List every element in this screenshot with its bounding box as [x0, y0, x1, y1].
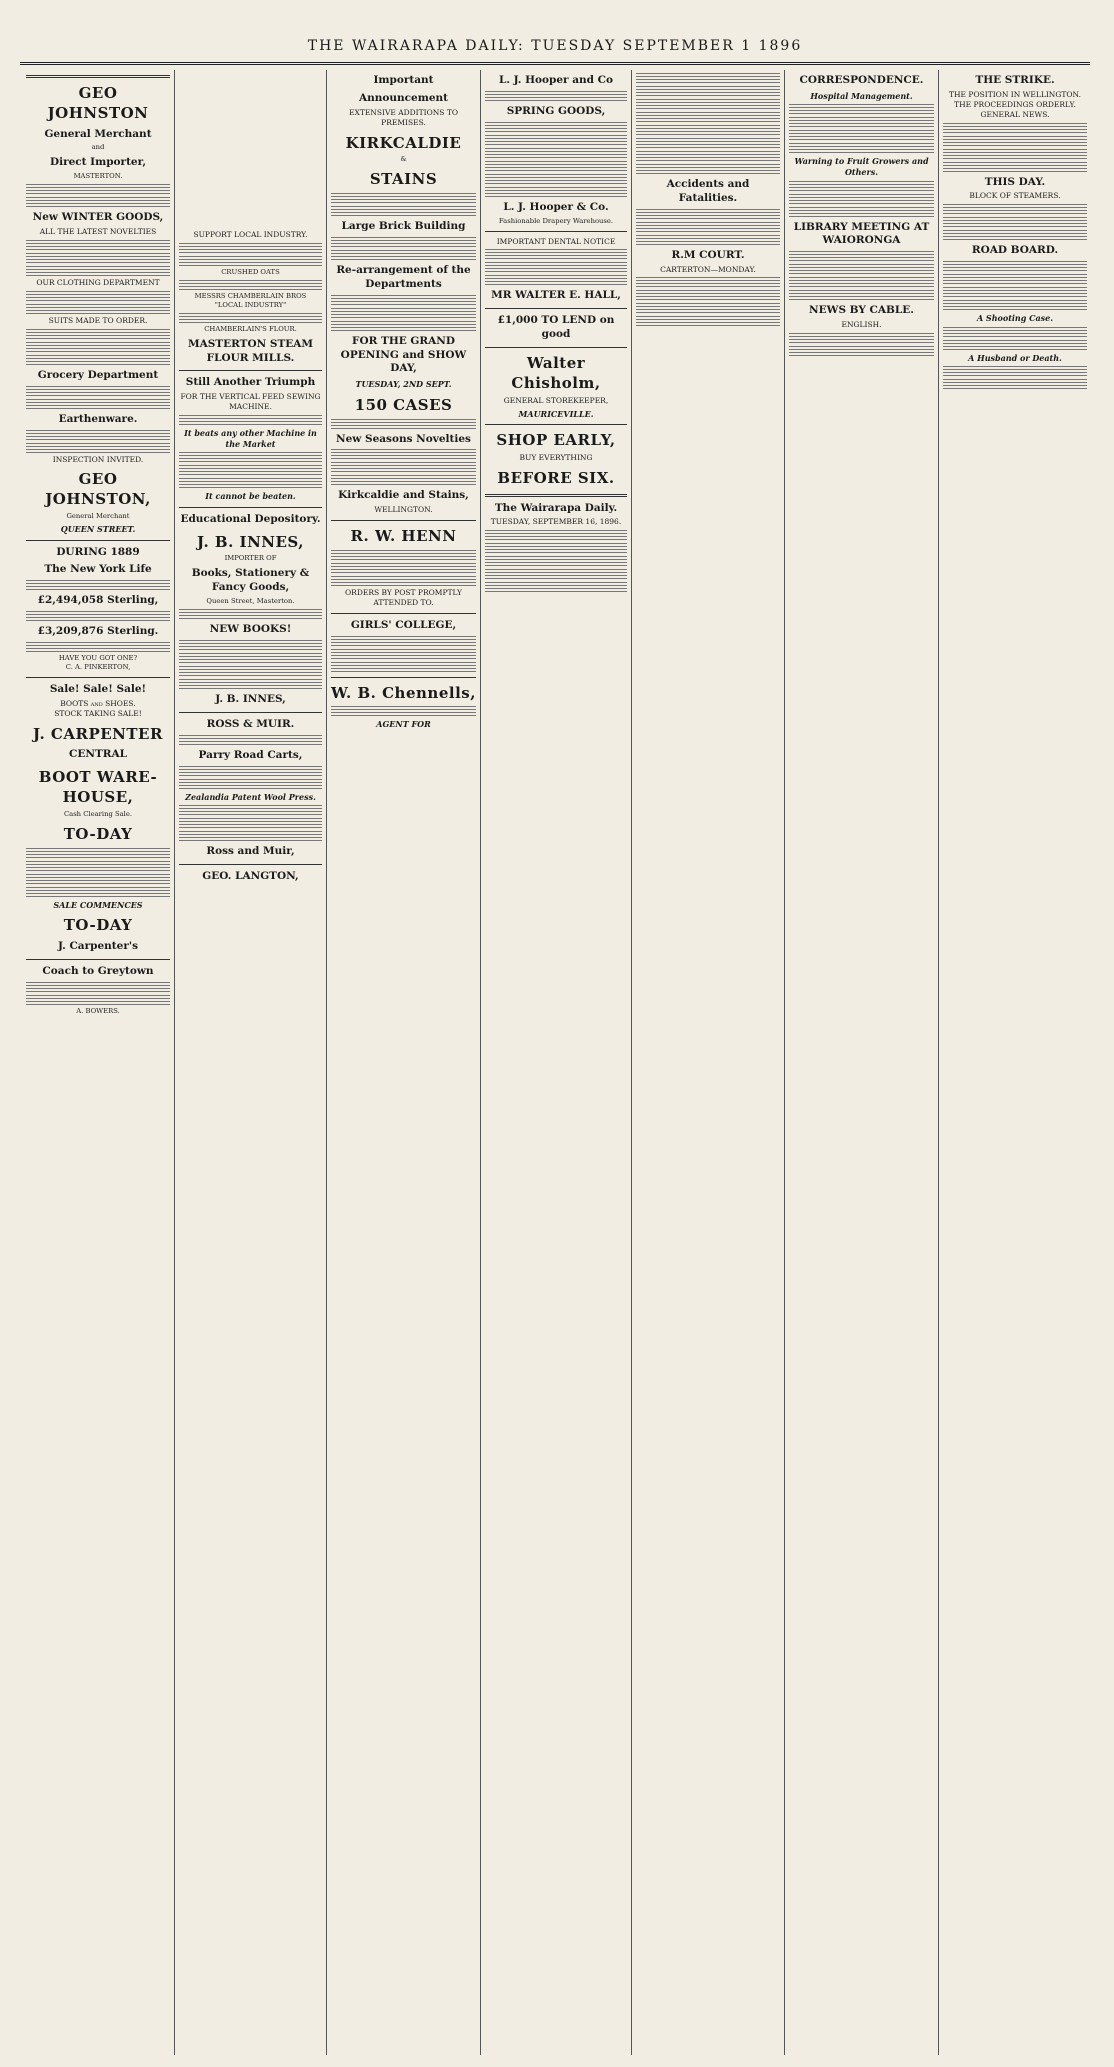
general-news: GENERAL NEWS. [980, 109, 1050, 119]
important: Important [373, 74, 434, 86]
dental-notice: IMPORTANT DENTAL NOTICE [496, 236, 616, 246]
before-six: BEFORE SIX. [497, 468, 615, 487]
boots-shoes: BOOTS and SHOES. [60, 698, 136, 708]
chamberlain-bros: MESSRS CHAMBERLAIN BROS [194, 291, 307, 300]
earthenware: Earthenware. [58, 412, 138, 425]
cannot-beaten: It cannot be beaten. [205, 491, 296, 502]
vertical-feed: FOR THE VERTICAL FEED SEWING MACHINE. [180, 392, 321, 412]
carpenters: J. Carpenter's [57, 939, 138, 952]
innes-street: Queen Street, Masterton. [206, 597, 295, 606]
jb-innes: J. B. INNES, [197, 532, 304, 551]
kirkcaldie-stains: Kirkcaldie and Stains, [338, 489, 469, 502]
bowers: A. BOWERS. [76, 1006, 120, 1015]
ross-and-muir: Ross and Muir, [206, 845, 295, 858]
importer-of: IMPORTER OF [224, 554, 277, 563]
this-day: THIS DAY. [984, 175, 1046, 188]
geo-johnston-title-2: GEO JOHNSTON, [45, 470, 151, 509]
cash-clearing: Cash Clearing Sale. [63, 809, 133, 818]
carpenter-name: J. CARPENTER [33, 724, 163, 743]
sale-commences: SALE COMMENCES [53, 899, 143, 910]
clothing-dept: OUR CLOTHING DEPARTMENT [36, 278, 160, 287]
walter-hall: MR WALTER E. HALL, [491, 289, 621, 302]
paper-title: The Wairarapa Daily. [494, 501, 618, 514]
boot-warehouse: BOOT WARE-HOUSE, [38, 768, 158, 806]
the-strike: THE STRIKE. [975, 74, 1055, 86]
inspection: INSPECTION INVITED. [52, 454, 144, 464]
new-books: NEW BOOKS! [209, 623, 292, 636]
rearrangement: Re-arrangement of the Departments [336, 263, 471, 290]
parry-carts: Parry Road Carts, [198, 748, 303, 761]
lend: £1,000 TO LEND on good [497, 314, 615, 341]
jb-innes-2: J. B. INNES, [215, 692, 286, 705]
geo-johnston-title: GEO JOHNSTON [47, 84, 149, 122]
new-season: New Seasons Novelties [336, 432, 471, 445]
agent-name: C. A. PINKERTON, [65, 662, 131, 671]
merchant-line: General Merchant [44, 127, 152, 140]
column-3 [327, 70, 481, 2055]
english: ENGLISH. [841, 320, 882, 330]
amount-2: £3,209,876 Sterling. [37, 625, 159, 638]
educational-depository: Educational Depository. [180, 512, 321, 525]
ross-muir: ROSS & MUIR. [206, 717, 295, 730]
queen-street: QUEEN STREET. [60, 523, 136, 534]
support-local: SUPPORT LOCAL INDUSTRY. [193, 230, 308, 239]
central: CENTRAL [68, 748, 128, 761]
place-line: MASTERTON. [73, 172, 123, 181]
column-1 [22, 70, 175, 2055]
shooting-case: A Shooting Case. [976, 313, 1054, 324]
new-york-life: The New York Life [44, 563, 152, 576]
sale-header: Sale! Sale! Sale! [49, 682, 147, 695]
column-7 [939, 70, 1091, 2055]
column-5 [632, 70, 785, 2055]
warning-fruit: Warning to Fruit Growers and Others. [794, 156, 929, 177]
spring-goods: SPRING GOODS, [506, 104, 606, 117]
geo-langton: GEO. LANGTON, [202, 869, 299, 882]
kirkcaldie: KIRKCALDIE [345, 133, 462, 152]
mauriceville: MAURICEVILLE. [518, 408, 594, 419]
steam-mills: MASTERTON STEAM FLOUR MILLS. [187, 337, 314, 364]
importer-line: Direct Importer, [49, 156, 147, 169]
during-1889: DURING 1889 [56, 545, 140, 558]
position-wellington: THE POSITION IN WELLINGTON. [949, 89, 1081, 99]
road-board: ROAD BOARD. [971, 244, 1059, 257]
tuesday-date: TUESDAY, 2ND SEPT. [355, 379, 452, 390]
policy-question: HAVE YOU GOT ONE? [58, 653, 138, 662]
masthead: THE WAIRARAPA DAILY: TUESDAY SEPTEMBER 1 1896 [20, 30, 1090, 65]
today-1: TO-DAY [63, 824, 133, 843]
wb-chennells: W. B. Chennells, [331, 683, 476, 702]
announcement: Announcement [358, 91, 449, 104]
library-meeting: LIBRARY MEETING AT WAIORONGA [793, 220, 930, 247]
stock-taking: STOCK TAKING SALE! [54, 708, 142, 718]
books-stationery: Books, Stationery & Fancy Goods, [191, 567, 310, 594]
beats-any: It beats any other Machine in the Market [184, 428, 317, 449]
amount-1: £2,494,058 Sterling, [37, 594, 159, 607]
today-2: TO-DAY [63, 916, 133, 935]
buy-everything: BUY EVERYTHING [519, 452, 593, 462]
zealandia-press: Zealandia Patent Wool Press. [185, 791, 316, 802]
column-2 [175, 70, 327, 2055]
novelties: ALL THE LATEST NOVELTIES [39, 227, 157, 237]
150-cases: 150 CASES [354, 395, 453, 414]
column-6 [785, 70, 939, 2055]
rw-henn: R. W. HENN [350, 527, 457, 546]
large-brick: Large Brick Building [341, 220, 466, 233]
rm-court: R.M COURT. [671, 248, 745, 261]
orders-by-post: ORDERS BY POST PROMPTLY ATTENDED TO. [345, 587, 462, 607]
suits: SUITS MADE TO ORDER. [48, 315, 148, 325]
stains: STAINS [369, 170, 438, 189]
coach-greytown: Coach to Greytown [42, 964, 154, 977]
grand-opening: FOR THE GRAND OPENING and SHOW DAY, [340, 334, 467, 375]
proceedings-orderly: THE PROCEEDINGS ORDERLY. [954, 99, 1076, 109]
dateline: TUESDAY, SEPTEMBER 16, 1896. [490, 517, 622, 527]
general-storekeeper: GENERAL STOREKEEPER, [503, 395, 609, 405]
agent-for: AGENT FOR [376, 719, 431, 730]
news-by-cable: NEWS BY CABLE. [809, 304, 914, 317]
extensive-additions: EXTENSIVE ADDITIONS TO PREMISES. [349, 107, 458, 127]
grocery-dept: Grocery Department [37, 368, 159, 381]
husband-death: A Husband or Death. [968, 352, 1062, 363]
still-another-triumph: Still Another Triumph [185, 376, 316, 389]
hooper: L. J. Hooper and Co [498, 74, 614, 86]
carterton-monday: CARTERTON—MONDAY. [660, 264, 756, 274]
block-steamers: BLOCK OF STEAMERS. [969, 191, 1061, 201]
crushed-oats: CRUSHED OATS [221, 267, 280, 276]
ampersand: & [400, 155, 407, 164]
column-4 [481, 70, 632, 2055]
hospital-management: Hospital Management. [810, 90, 913, 101]
and-line: and [91, 143, 105, 152]
winter-goods: New WINTER GOODS, [32, 211, 164, 224]
girls-college: GIRLS' COLLEGE, [350, 618, 457, 631]
chamberlain-flour: CHAMBERLAIN'S FLOUR. [204, 324, 297, 333]
fashionable-drapery: Fashionable Drapery Warehouse. [498, 216, 614, 225]
merchant-line-2: General Merchant [66, 511, 130, 520]
wellington: WELLINGTON. [374, 505, 433, 515]
correspondence: CORRESPONDENCE. [799, 74, 924, 86]
hooper-2: L. J. Hooper & Co. [503, 200, 609, 213]
local-industry: "LOCAL INDUSTRY" [214, 300, 287, 309]
accidents: Accidents and Fatalities. [666, 178, 750, 204]
shop-early: SHOP EARLY, [496, 431, 616, 450]
walter-chisholm: Walter Chisholm, [511, 354, 601, 392]
